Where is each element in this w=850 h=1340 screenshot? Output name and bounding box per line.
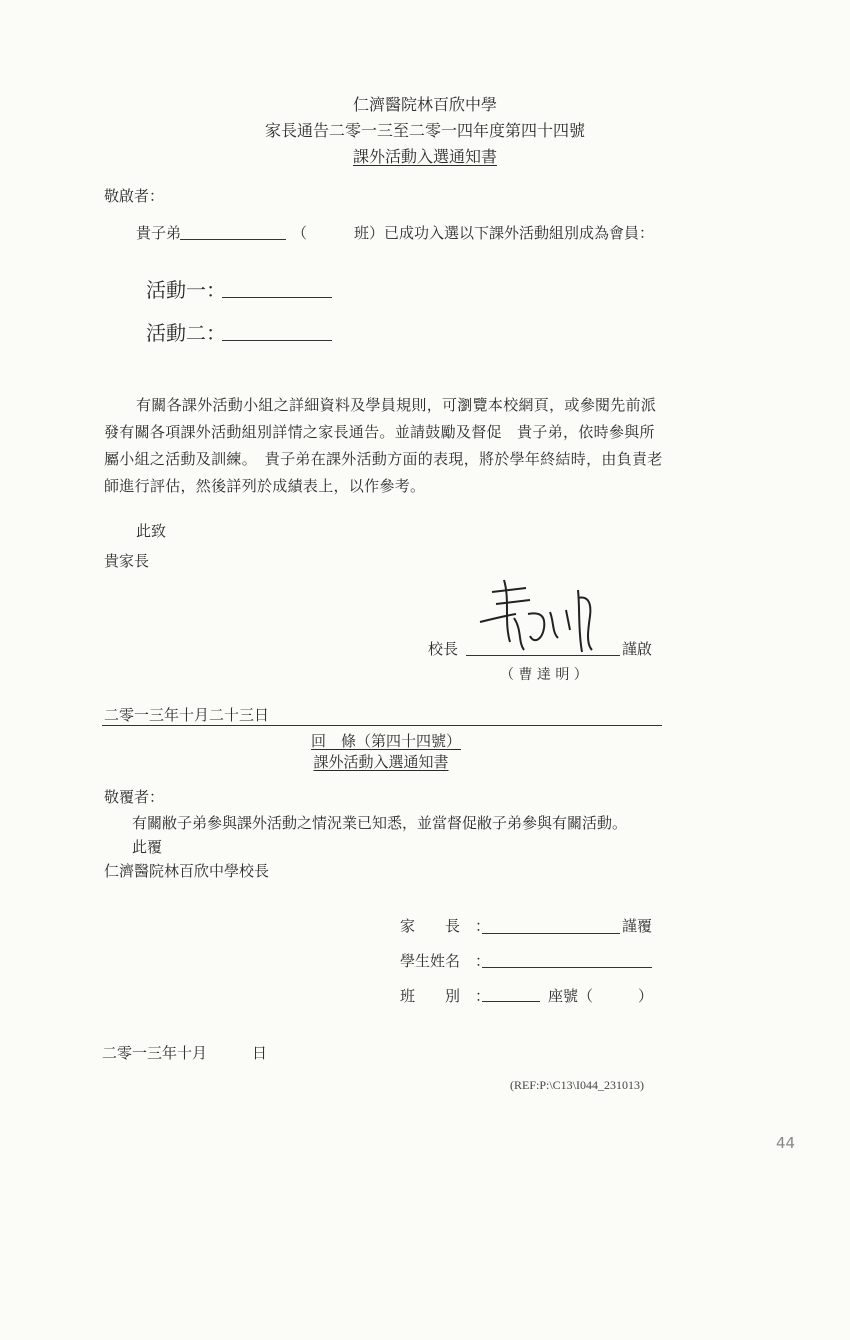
reply-subtitle: 課外活動入選通知書 [313, 753, 449, 771]
seat-label: 座號（ ） [548, 987, 654, 1005]
document-title: 課外活動入選通知書 [352, 147, 497, 166]
intro-paren-open: （ [292, 224, 308, 242]
principal-label: 校長 [428, 640, 459, 658]
tear-off-line [102, 725, 662, 726]
letter-date: 二零一三年十月二十三日 [104, 706, 270, 724]
reply-title: 回 條（第四十四號） [310, 732, 461, 750]
student-name-label: 學生姓名 ： [400, 952, 491, 970]
activity-1-blank[interactable] [222, 297, 332, 298]
respectfully: 謹啟 [622, 640, 653, 658]
class-label: 班 別 ： [400, 987, 491, 1005]
principal-signature [474, 570, 614, 660]
class-field[interactable] [482, 1001, 540, 1002]
school-name: 仁濟醫院林百欣中學 [352, 95, 497, 114]
reply-recipient: 仁濟醫院林百欣中學校長 [104, 862, 270, 880]
parent-suffix: 謹覆 [622, 917, 653, 935]
activity-2-label: 活動二： [146, 321, 226, 345]
reply-salutation: 敬覆者： [104, 788, 165, 806]
reply-body: 有關敝子弟參與課外活動之情況業已知悉，並當督促敝子弟參與有關活動。 [132, 814, 628, 832]
reference-code: (REF:P:\C13\I044_231013) [510, 1078, 645, 1092]
intro-prefix: 貴子弟 [136, 224, 182, 242]
activity-1-label: 活動一： [146, 278, 226, 302]
recipient: 貴家長 [104, 552, 150, 570]
notice-number: 家長通告二零一三至二零一四年度第四十四號 [264, 121, 585, 140]
parent-signature-blank[interactable] [482, 933, 620, 934]
student-name-blank[interactable] [180, 239, 286, 240]
reply-closing: 此覆 [132, 838, 163, 856]
salutation: 敬啟者： [104, 187, 165, 205]
closing: 此致 [136, 522, 167, 540]
letter-body: 有關各課外活動小組之詳細資料及學員規則，可瀏覽本校網頁，或參閱先前派發有關各項課外活動組別詳情之家長通告。並請鼓勵及督促 貴子弟，依時參與所屬小組之活動及訓練。 貴子弟在課外活動方面的表現，將於學年終結時，由負責老師進行評估，然後詳列於成績表上，以作參考。 [104, 396, 663, 495]
principal-name: （ 曹 達 明 ） [500, 667, 588, 683]
reply-date: 二零一三年十月 日 [102, 1044, 268, 1062]
principal-signature-line [466, 655, 620, 656]
intro-suffix: 班）已成功入選以下課外活動組別成為會員： [354, 224, 655, 242]
parent-label: 家 長 ： [400, 917, 491, 935]
page-mark: 44 [776, 1134, 796, 1152]
student-name-field[interactable] [482, 967, 652, 968]
activity-2-blank[interactable] [222, 340, 332, 341]
